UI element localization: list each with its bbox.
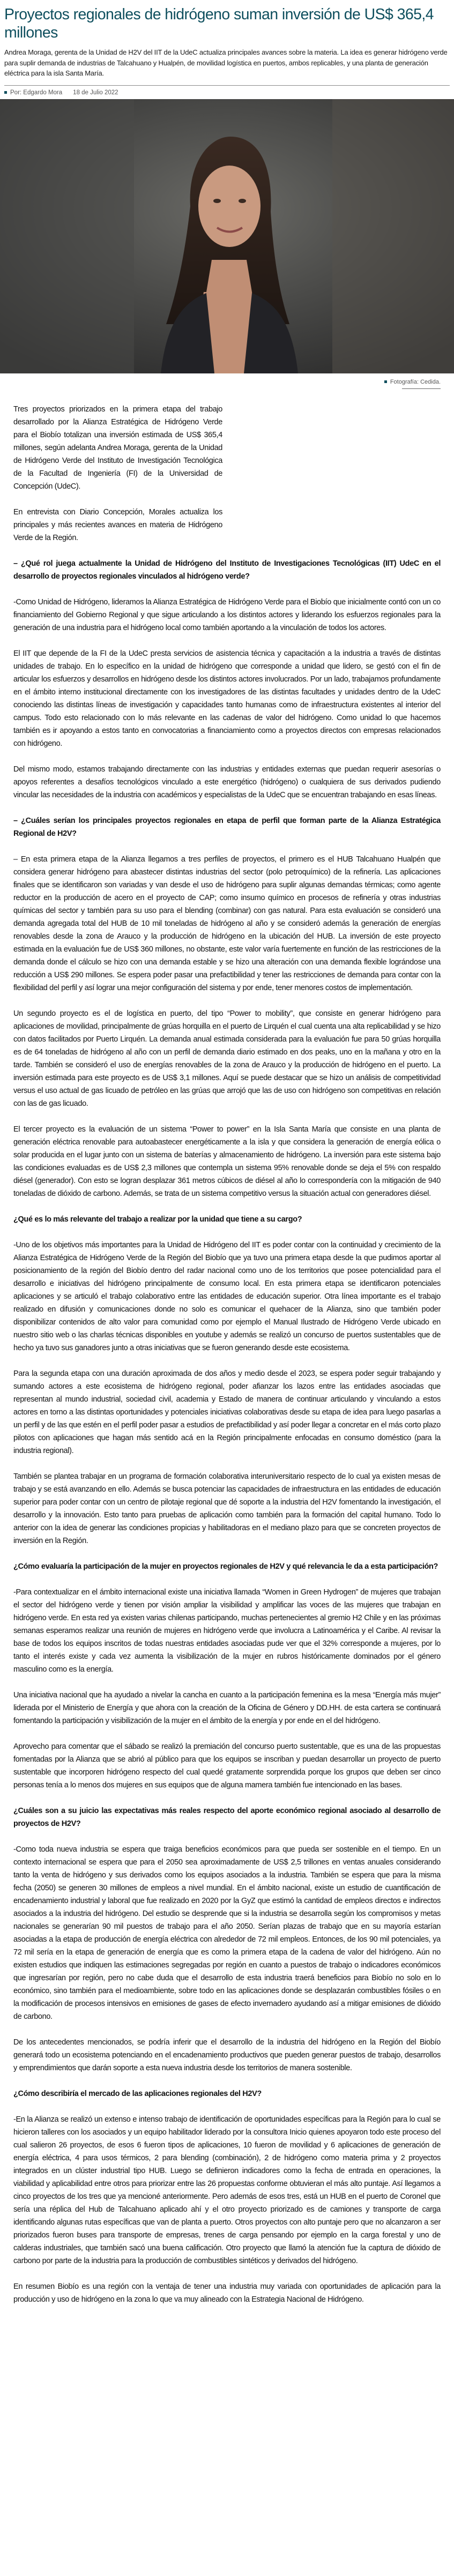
body-paragraph: Un segundo proyecto es el de logística en puerto, del tipo “Power to mobility”, que consiste en generar hidrógeno para aplicaciones de movilidad, principalmente de grúas horquilla en el puerto de Lirquén el cual cuenta una alta replicabilidad y se hizo con datos facilitados por Puerto Lirquén. La demanda anual estimada considerada para la evaluación fue para 50 grúas horquilla es de 64 toneladas de hidrógeno al año con un perfil de demanda diario estimado en dos peaks, uno en la mañana y otro en la tarde. También se consideró el uso de energías renovables de la zona de Arauco y la producción de hidrógeno en el puerto. La inversión estimada para este proyecto es de US$ 3,1 millones. Aquí se puede destacar que se hizo un análisis de competitividad versus el uso actual de gas licuado de petróleo en las grúas que arrojó que las de uso con hidrógeno son competitivas en relación con las de gas licuado. — [13, 1009, 441, 1108]
body-paragraph: -Como Unidad de Hidrógeno, lideramos la Alianza Estratégica de Hidrógeno Verde para el Biobío que inicialmente contó con un co financiamiento del Gobierno Regional y que sigue articulando a los distintos actores y liderando los esfuerzos regionales para la generación de una industria para el hidrógeno local como también aportando a la vinculación de todos los actores. — [13, 597, 441, 632]
body-paragraph: También se plantea trabajar en un programa de formación colaborativa interuniversitario respecto de lo cual ya existen mesas de trabajo y se está avanzando en ello. Además se busca potenciar las capacidades de infraestructura en las entidades de educación superior para poder contar con un centro de pilotaje regional que dé soporte a la industria del H2V fomentando la investigación, el desarrollo y la innovación. Esto tanto para pruebas de aplicación como también para la formación del capital humano. Todo lo anterior con la idea de generar las condiciones propicias y habilitadoras en el mediano plazo para que se concreten proyectos de inversión en la Región. — [13, 1472, 441, 1545]
body-paragraph: Una iniciativa nacional que ha ayudado a nivelar la cancha en cuanto a la participación femenina es la mesa “Energía más mujer” liderada por el Ministerio de Energía y que ahora con la creación de la Oficina de Género y DD.HH. de esta cartera se continuará fomentando la participación y visibilización de la mujer en el ámbito de la energía y por ende en el del hidrógeno. — [13, 1690, 441, 1725]
interview-question: – ¿Qué rol juega actualmente la Unidad de Hidrógeno del Instituto de Investigaciones Tecnológicas (IIT) UdeC en el desarrollo de proyectos regionales vinculados al hidrógeno verde? — [13, 559, 441, 581]
portrait-image — [0, 99, 454, 373]
article-body — [0, 403, 454, 2306]
interview-question: ¿Cómo describiría el mercado de las aplicaciones regionales del H2V? — [13, 2089, 262, 2098]
body-paragraph: -Uno de los objetivos más importantes para la Unidad de Hidrógeno del IIT es poder contar con la continuidad y crecimiento de la Alianza Estratégica de Hidrógeno Verde de la Región del Biobío que ya tuvo una primera etapa desde la que pudimos aportar al posicionamiento de la región del Biobío dentro del radar nacional como uno de los territorios que posee potencialidad para el desarrollo e iniciativas del hidrógeno principalmente de consumo local. En esta primera etapa se identificaron potenciales aplicaciones y se articuló el trabajo colaborativo entre las entidades de educación superior. Otra línea importante es el trabajo realizado en difusión y comunicaciones donde no solo es comunicar el quehacer de la Alianza, sino que también poder disponibilizar contenidos de alto valor para comunidad como por ejemplo el Manual Ilustrado de Hidrógeno Verde ubicado en nuestro sitio web o las charlas técnicas disponibles en youtube y además se realizó un concurso de puertos sustentables que de hecho ya tuvo sus ganadores junto a otras iniciativas que se fueron generando desde este ecosistema. — [13, 1240, 441, 1352]
body-paragraph: Aprovecho para comentar que el sábado se realizó la premiación del concurso puerto sustentable, que es una de las propuestas fomentadas por la Alianza que se abrió al público para que los equipos se inscriban y puedan desarrollar un proyecto de puerto sustentable que incorporen hidrógeno respecto del cual quedé gratamente sorprendida porque los grupos que deben ser cinco personas tenía a lo menos dos mujeres en sus equipos que de alguna mamera también fue intencionado en las bases. — [13, 1742, 441, 1789]
publish-date: 18 de Julio 2022 — [73, 89, 118, 96]
author[interactable]: Por: Edgardo Mora — [10, 89, 63, 96]
body-paragraph: – En esta primera etapa de la Alianza llegamos a tres perfiles de proyectos, el primero es el HUB Talcahuano Hualpén que considera generar hidrógeno para abastecer distintas industrias del sector (polo petroquímico) de la refinería. Las aplicaciones finales que se identificaron son variadas y van desde el uso de hidrógeno para suplir algunas demandas térmicas; como agente reductor en la producción de acero en el proyecto de CAP; como insumo químico en procesos de refinería y otras industrias químicas del sector y también para su uso para el blending (combinar) con gas natural. Para esta evaluación se consideró una demanda agregada total del HUB de 10 mil toneladas de hidrógeno al año y se consideró además la generación de energías renovables desde la zona de Arauco y la producción de hidrógeno en la ubicación del HUB. La inversión de este proyecto estimada en la evaluación fue de US$ 360 millones, no obstante, este valor varía fuertemente en función de las restricciones de la demanda donde el cálculo se hizo con una demanda estable y se hizo una alteración con una demanda flexible lográndose una reducción a US$ 290 millones. Se espera poder pasar una prefactibilidad y tener las restricciones de demanda para contar con la flexibilidad del perfil y así lograr una mejor configuración del sistema y por ende, tener menores costos de implementación. — [13, 855, 441, 992]
body-paragraph: -Como toda nueva industria se espera que traiga beneficios económicos para que pueda ser sostenible en el tiempo. En un contexto internacional se espera que para el 2050 sea aproximadamente de US$ 2,5 trillones en ventas anuales considerando tanto la venta de hidrógeno y sus derivados como los equipos asociados a la industria. También se espera que para la misma fecha (2050) se generen 30 millones de empleos a nivel mundial. En el ámbito nacional, existe un estudio de cuantificación de encadenamiento industrial y laboral que fue realizado en 2020 por la GyZ que estimó la cantidad de empleos directos e indirectos asociados a la industria del hidrógeno. Del estudio se desprende que si la industria se desarrolla según los compromisos y metas nacionales se generarían 90 mil puestos de trabajo para el año 2050. Serían plazas de trabajo que en su mayoría estarían asociadas a la etapa de producción de energía eléctrica con alrededor de 72 mil empleos. Entonces, de los 90 mil potenciales, ya 72 mil sería en la etapa de generación de energía que es como la primera etapa de la cadena de valor del hidrógeno. Aún no existen estudios que indiquen las estimaciones segregadas por región en cuanto a puestos de trabajo o indicadores económicos que ingresarían por región, pero no cabe duda que el desarrollo de esta industria traerá beneficios para Biobío no solo en lo económico, sino también para el medioambiente, sobre todo en las aplicaciones donde se desplazarán combustibles fósiles o en la modificación de procesos intensivos en emisiones de gases de efecto invernadero ayudando así a mitigar emisiones de dióxido de carbono. — [13, 1845, 441, 2021]
body-paragraph: El tercer proyecto es la evaluación de un sistema “Power to power” en la Isla Santa María que consiste en una planta de generación eléctrica renovable para autoabastecer energéticamente a la isla y que considera la generación de energía eólica o solar producida en el lugar junto con un sistema de baterías y almacenamiento de hidrógeno. La inversión para este sistema bajo las condiciones evaluadas es de US$ 2,3 millones que contempla un sistema 95% renovable donde se deja el 5% con respaldo diésel (generador). Con esto se logran desplazar 361 metros cúbicos de diésel al año lo correspondería con la mitigación de 940 toneladas de dióxido de carbono. Además, se trata de un sistema competitivo versus la situación actual con generadores diésel. — [13, 1125, 441, 1198]
caption-divider — [402, 388, 441, 389]
photo-credit: Fotografía: Cedida. — [390, 378, 441, 385]
body-paragraph: El IIT que depende de la FI de la UdeC presta servicios de asistencia técnica y capacitación a la industria a través de distintas unidades de trabajo. En lo específico en la unidad de hidrógeno que corresponde a unidad que lidero, se gestó con el fin de articular los esfuerzos y desarrollos en hidrógeno desde los distintos actores involucrados. Por un lado, trabajamos profundamente en el ámbito interno institucional directamente con los investigadores de las distintas facultades y unidades dentro de la UdeC conociendo las distintas líneas de investigación y capacidades tanto humanas como de infraestructura existentes al interior del campus. Todo esto relacionado con lo más relevante en las cadenas de valor del hidrógeno. Como unidad lo que hacemos también es ir apoyando a estos tanto en convocatorias a financiamiento como a proyectos directos con empresas relacionados con hidrógeno. — [13, 649, 441, 748]
body-paragraph: -Para contextualizar en el ámbito internacional existe una iniciativa llamada “Women in Green Hydrogen” de mujeres que trabajan el sector del hidrógeno verde y tienen por visión ampliar la visibilidad y amplificar las voces de las mujeres que trabajan en hidrógeno verde. En esta red ya existen varias chilenas participando, muchas pertenecientes al gremio H2 Chile y en las próximas semanas esperamos realizar una reunión de mujeres en hidrógeno verde que involucra a Latinoamérica y el Caribe. Al revisar la base de todos los equipos inscritos de todas nuestras entidades asociadas pude ver que el 32% corresponde a mujeres, por lo tanto el interés existe y cada vez aumenta la visibilización de la mujer en rubros históricamente dominados por el género masculino como es la energía. — [13, 1587, 441, 1674]
article-photo — [0, 99, 454, 389]
body-paragraph: Tres proyectos priorizados en la primera etapa del trabajo desarrollado por la Alianza Estratégica de Hidrógeno Verde para el Biobío totalizan una inversión estimada de US$ 365,4 millones, según adelanta Andrea Moraga, gerenta de la Unidad de Hidrógeno Verde del Instituto de Investigación Tecnológica de la Facultad de Ingeniería (FI) de la Universidad de Concepción (UdeC). — [13, 405, 222, 491]
portrait-illustration — [0, 99, 454, 373]
article-header — [0, 0, 454, 96]
interview-question: ¿Cuáles son a su juicio las expectativas más reales respecto del aporte económico regional asociado al desarrollo de proyectos de H2V? — [13, 1806, 441, 1828]
byline — [4, 89, 450, 96]
photo-caption — [0, 379, 441, 385]
body-paragraph: -En la Alianza se realizó un extenso e intenso trabajo de identificación de oportunidades específicas para la Región para lo cual se hicieron talleres con los asociados y un equipo habilitador liderado por la consultora Inicio quienes apoyaron todo este proceso del cual salieron 26 proyectos, de esos 6 fueron tipos de aplicaciones, 10 fueron de movilidad y 6 aplicaciones de generación de energía eléctrica, 4 para usos térmicos, 2 para blending (combinación), 2 de hidrógeno como materia prima y 2 proyectos integrados en un clúster industrial tipo HUB. Luego se definieron indicadores como la fecha de entrada en operaciones, la viabilidad y aplicabilidad entre otros para priorizar entre las 26 propuestas conforme obtuvieran el más alto puntaje. Así llegamos a cinco proyectos de los tres que ya mencioné anteriormente. Pero además de esos tres, está un HUB en el puerto de Coronel que sería una réplica del Hub de Talcahuano aplicado ahí y el otro proyecto priorizado es de camiones y transporte de carga identificando algunas rutas específicas que van de planta a puerto. Otros proyectos con alto puntaje pero que no alcanzaron a ser priorizados fueron buses para transporte de empresas, trenes de carga pensando por ejemplo en la carga forestal y uno de calderas industriales, que también sacó una buena calificación. Otro proyecto que llamó la atención fue la captura de dióxido de carbono por parte de la industria para la producción de combustibles sintéticos y derivados del hidrógeno. — [13, 2115, 441, 2265]
interview-question: ¿Cómo evaluaría la participación de la mujer en proyectos regionales de H2V y qué relevancia le da a esta participación? — [13, 1562, 438, 1571]
article-title: Proyectos regionales de hidrógeno suman inversión de US$ 365,4 millones — [4, 6, 434, 41]
interview-question: ¿Qué es lo más relevante del trabajo a realizar por la unidad que tiene a su cargo? — [13, 1215, 302, 1224]
interview-question: – ¿Cuáles serían los principales proyectos regionales en etapa de perfil que forman parte de la Alianza Estratégica Regional de H2V? — [13, 816, 441, 838]
bullet-icon — [4, 91, 7, 94]
bullet-icon — [384, 380, 387, 383]
header-divider — [4, 85, 450, 86]
body-paragraph: Para la segunda etapa con una duración aproximada de dos años y medio desde el 2023, se espera poder seguir trabajando y sumando actores a este ecosistema de hidrógeno regional, poder afianzar los lazos entre las entidades asociadas que representan al mundo industrial, sociedad civil, academia y Estado de manera de continuar articulando y vinculando a estos actores en torno a las distintas oportunidades y potenciales iniciativas colaborativas desde su etapa de idea para luego pasarlas a un perfil y de las que estén en el perfil poder pasar a estudios de prefactibilidad y así poder llegar a concretar en el más corto plazo pilotos con aplicaciones que hagan más sentido acá en la Región principalmente enfocadas en consumo doméstico (para la industria regional). — [13, 1369, 441, 1455]
body-paragraph: De los antecedentes mencionados, se podría inferir que el desarrollo de la industria del hidrógeno en la Región del Biobío generará todo un ecosistema potenciando en el encadenamiento productivos que pueden generar puestos de trabajo, desarrollos y emprendimientos que darán soporte a esta nueva industria desde los territorios de manera sostenible. — [13, 2038, 441, 2072]
body-paragraph: Del mismo modo, estamos trabajando directamente con las industrias y entidades externas que puedan requerir asesorías o apoyos referentes a desafíos tecnológicos vinculado a este energético (hidrógeno) o cualquiera de sus derivados pudiendo vincular las necesidades de la industria con académicos y especialistas de la UdeC que se encuentran trabajando en esas líneas. — [13, 765, 441, 799]
article-lead: Andrea Moraga, gerenta de la Unidad de H2V del IIT de la UdeC actualiza principales avances sobre la materia. La idea es generar hidrógeno verde para suplir demanda de industrias de Talcahuano y Hualpén, de movilidad logística en puertos, ambos replicables, y una planta de generación eléctrica para la isla Santa María. — [4, 48, 448, 77]
body-paragraph: En entrevista con Diario Concepción, Morales actualiza los principales y más recientes avances en materia de Hidrógeno Verde de la Región. — [13, 507, 222, 542]
body-paragraph: En resumen Biobío es una región con la ventaja de tener una industria muy variada con oportunidades de aplicación para la producción y uso de hidrógeno en la zona lo que va muy alineado con la Estrategia Nacional de Hidrógeno. — [13, 2282, 441, 2304]
